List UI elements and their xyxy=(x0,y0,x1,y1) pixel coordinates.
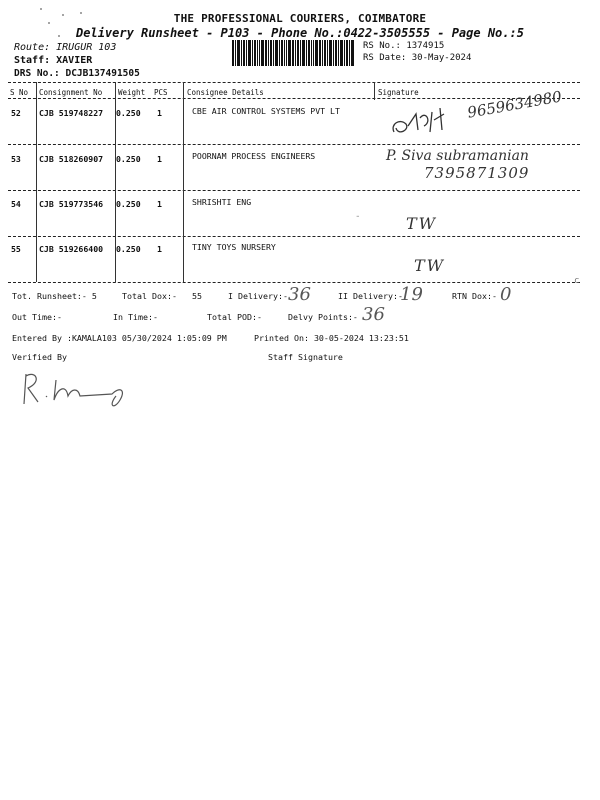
table-top-rule xyxy=(8,82,580,83)
rtn-dox-value: 0 xyxy=(500,284,512,305)
signature-phone: 7395871309 xyxy=(424,164,530,182)
staff-label: Staff: XAVIER xyxy=(14,55,93,66)
row-sno: 55 xyxy=(11,244,21,254)
verified-by-label: Verified By xyxy=(12,352,67,362)
col-consignee: Consignee Details xyxy=(187,88,264,97)
out-time-label: Out Time:- xyxy=(12,312,62,322)
drs-number: DRS No.: DCJB137491505 xyxy=(14,68,140,79)
rs-date: RS Date: 30-May-2024 xyxy=(363,53,472,63)
total-dox-value: 55 xyxy=(192,291,202,301)
in-time-label: In Time:- xyxy=(113,312,158,322)
entered-by: Entered By :KAMALA103 05/30/2024 1:05:09 PM xyxy=(12,333,227,343)
signature-scribble xyxy=(388,104,468,142)
row-consignment: CJB 519773546 xyxy=(39,199,104,209)
column-divider xyxy=(374,82,375,100)
signature-initials: TW xyxy=(414,256,446,275)
col-weight: Weight xyxy=(118,88,146,97)
row-consignment: CJB 519748227 xyxy=(39,108,104,118)
col-signature: Signature xyxy=(378,88,419,97)
col-consignment: Consignment No xyxy=(39,88,103,97)
row-rule xyxy=(8,190,580,191)
row-pcs: 1 xyxy=(157,108,162,118)
row-sno: 54 xyxy=(11,199,21,209)
route-label: Route: IRUGUR 103 xyxy=(14,42,117,53)
signature-name: P. Siva subramanian xyxy=(386,148,529,164)
row-weight: 0.250 xyxy=(116,108,141,118)
printed-on: Printed On: 30-05-2024 13:23:51 xyxy=(254,333,409,343)
row-consignee: CBE AIR CONTROL SYSTEMS PVT LT xyxy=(192,106,340,116)
col-pcs: PCS xyxy=(154,88,168,97)
rs-number: RS No.: 1374915 xyxy=(363,41,445,51)
row-sno: 52 xyxy=(11,108,21,118)
row-rule xyxy=(8,144,580,145)
row-rule xyxy=(8,282,580,283)
speck xyxy=(40,8,42,10)
col-sno: S No xyxy=(10,88,29,97)
runsheet-subtitle: Delivery Runsheet - P103 - Phone No.:0422-3505555 - Page No.:5 xyxy=(76,26,524,40)
barcode-icon xyxy=(232,40,354,66)
ii-delivery-value: 19 xyxy=(400,284,423,305)
row-consignment: CJB 518260907 xyxy=(39,154,104,164)
signature-initials: TW xyxy=(406,214,438,233)
rtn-dox-label: RTN Dox:- xyxy=(452,291,497,301)
company-name: THE PROFESSIONAL COURIERS, COIMBATORE xyxy=(173,12,427,25)
staff-signature-label: Staff Signature xyxy=(268,352,343,362)
row-weight: 0.250 xyxy=(116,154,141,164)
delvy-points-label: Delvy Points:- xyxy=(288,312,358,322)
total-pod-label: Total POD:- xyxy=(207,312,262,322)
column-divider xyxy=(36,82,37,282)
row-weight: 0.250 xyxy=(116,244,141,254)
ii-delivery-label: II Delivery:- xyxy=(338,291,403,301)
tick-mark: ᐨ xyxy=(356,214,360,224)
verifier-signature xyxy=(16,366,166,412)
signature-phone: 9659634980 xyxy=(466,87,564,122)
row-pcs: 1 xyxy=(157,244,162,254)
row-consignment: CJB 519266400 xyxy=(39,244,104,254)
i-delivery-label: I Delivery:- xyxy=(228,291,288,301)
row-rule xyxy=(8,236,580,237)
tot-runsheet: Tot. Runsheet:- 5 xyxy=(12,291,97,301)
i-delivery-value: 36 xyxy=(288,284,311,305)
total-dox-label: Total Dox:- xyxy=(122,291,177,301)
row-consignee: SHRISHTI ENG xyxy=(192,197,252,207)
delvy-points-value: 36 xyxy=(362,304,385,325)
row-consignee: TINY TOYS NURSERY xyxy=(192,242,276,252)
column-divider xyxy=(183,82,184,282)
row-consignee: POORNAM PROCESS ENGINEERS xyxy=(192,151,316,161)
row-pcs: 1 xyxy=(157,154,162,164)
row-weight: 0.250 xyxy=(116,199,141,209)
row-sno: 53 xyxy=(11,154,21,164)
row-pcs: 1 xyxy=(157,199,162,209)
tick-mark: c xyxy=(574,276,580,286)
